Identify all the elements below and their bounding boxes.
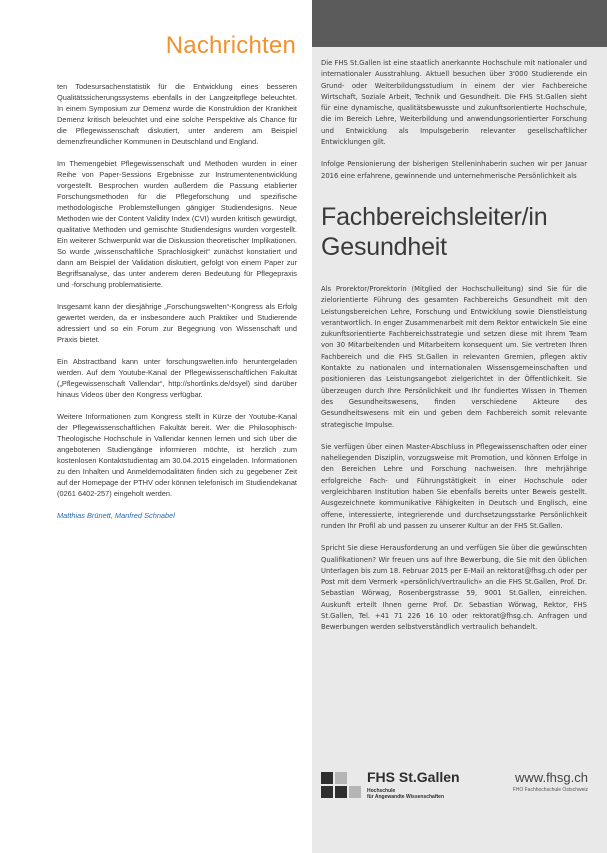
job-title: Fachbereichsleiter/in Gesundheit xyxy=(321,202,548,261)
left-article-column xyxy=(57,81,297,521)
logo-squares-icon xyxy=(321,772,363,802)
section-title: Nachrichten xyxy=(165,32,296,59)
article-paragraph: Im Themengebiet Pflegewissenschaft und Methoden wurden in einer Reihe von Paper-Sessions Ergebnisse zur Instrumentenentwicklung vorgestellt. Besprochen wurden außerdem die Passung etablierter Forschungsmethoden für die Pflegeforschung und spezifische methodologische Problemstellungen gängiger Studiendesigns. Neue Methoden wie der Content Validity Index (CVI) wurden kritisch gewürdigt, qualitative Methoden und gemischte Studiendesigns wurden vorgestellt. Ein weiterer Schwerpunkt war die Diskussion theoretischer Implikationen. So wurde „wissenschaftliche Sprachlosigkeit“ zunächst konstatiert und dann am Beispiel der Validation diskutiert, gefolgt von einem Paper zur Begriffsanalyse, das unter anderem deren Bedeutung für Pflegepraxis und -forschung problematisierte. xyxy=(57,159,297,289)
ad-body-paragraph: Sie verfügen über einen Master-Abschluss in Pflegewissenschaften oder einer naheliegenden Disziplin, vorzugsweise mit Promotion, und können Erfolge in den Bereichen Lehre und Forschung nachweisen. Ihre mehrjährige erfolgreiche Fach- und Führungstätigkeit in einer Hochschule oder vergleichbaren Institution haben Sie ebenfalls bereits unter Beweis gestellt. Ausgezeichnete kommunikative Fähigkeiten in Deutsch und Englisch, eine offene, interessierte, integrierende und durchsetzungsstarke Persönlichkeit runden Ihr Profil ab und passen zu unserer Kultur an der FHS St.Gallen. xyxy=(321,442,587,530)
job-ad-column xyxy=(321,58,587,645)
top-dark-bar xyxy=(312,0,607,47)
article-paragraph: Insgesamt kann der diesjährige „Forschungswelten“-Kongress als Erfolg gewertet werden, da er insbesondere auch Praktiker und Studierende adressiert und so ein Forum zur Begegnung von Wissenschaft und Praxis bietet. xyxy=(57,302,297,344)
logo-sub-line: Hochschule xyxy=(367,788,396,794)
article-paragraph: Ein Abstractband kann unter forschungswelten.info heruntergeladen werden. Auf dem Youtube-Kanal der Pflegewissenschaftlichen Fakultät („Pflegewissenschaft Vallendar“, http://shortlinks.de/dsyel) sind darüber hinaus Videos über den Kongress verfügbar. xyxy=(57,357,297,399)
logo-name: FHS St.Gallen xyxy=(367,769,460,785)
ad-body-paragraph: Spricht Sie diese Herausforderung an und verfügen Sie über die gewünschten Qualifikationen? Wir freuen uns auf Ihre Bewerbung, die Sie mit den üblichen Unterlagen bis zum 18. Februar 2015 per E-Mail an rektorat@fhsg.ch oder per Post mit dem Vermerk «persönlich/vertraulich» an die FHS St.Gallen, Prof. Dr. Sebastian Wörwag, Rosenbergstrasse 59, 9001 St.Gallen, einreichen. Auskunft erteilt Ihnen gerne Prof. Dr. Sebastian Wörwag, Rektor, FHS St.Gallen, Tel. +41 71 226 16 10 oder rektorat@fhsg.ch. Anfragen und Bewerbungen werden selbstverständlich vertraulich behandelt. xyxy=(321,544,587,632)
article-paragraph: ten Todesursachenstatistik für die Entwicklung eines besseren Qualitätssicherungssystems ebenfalls in der Langzeitpflege beleuchtet. In einem Symposium zur Demenz wurde die Konstruktion der Krankheit Demenz kritisch beleuchtet und eine solche Perspektive als Chance für die Pflegewissenschaft diskutiert, unter anderem am Beispiel demenzfreundlicher Kommunen in Deutschland und England. xyxy=(57,82,297,146)
logo-subtitle xyxy=(367,788,444,800)
fhs-logo xyxy=(321,769,461,809)
website-subtitle: FHO Fachhochschule Ostschweiz xyxy=(512,787,588,793)
ad-intro-paragraph: Die FHS St.Gallen ist eine staatlich anerkannte Hochschule mit nationaler und internationaler Ausstrahlung. Aktuell besuchen über 3'000 Studierende ein Grund- oder Weiterbildungsstudium in einem der vier Fachbereiche Wirtschaft, Soziale Arbeit, Technik und Gesundheit. Die FHS St.Gallen sieht für eine dynamische, qualitätsbewusste und zukunftsorientierte Hochschule, die im Bereich Lehre, Weiterbildung und anwendungsorientierter Forschung und Entwicklung als Impulsgeberin relevanter gesellschaftlicher Entwicklungen gilt. xyxy=(321,59,587,147)
logo-sub-line: für Angewandte Wissenschaften xyxy=(367,794,445,800)
article-paragraph: Weitere Informationen zum Kongress stellt in Kürze der Youtube-Kanal der Pflegewissenschaftlichen Fakultät bereit. Wer die Philosophisch-Theologische Hochschule in Vallendar kennen lernen und sich über die angebotenen Studiengänge informieren möchte, ist herzlich zum kostenlosen Kontaktstudientag am 30.04.2015 eingeladen. Informationen zu den Inhalten und Anmeldemodalitäten finden sich zu gegebener Zeit auf der Homepage der PTHV oder können telefonisch im Studiendekanat (0261 6402-257) eingeholt werden. xyxy=(57,412,297,498)
ad-body-paragraph: Als Prorektor/Prorektorin (Mitglied der Hochschulleitung) sind Sie für die zielorientierte Führung des gesamten Fachbereichs Gesundheit mit den Leistungsbereichen Lehre, Forschung und Entwicklung sowie Dienstleistung verantwortlich. In enger Zusammenarbeit mit dem Rektor entwickeln Sie eine zukunftsorientierte Fachbereichsstrategie und setzen diese mit Ihrem Team von 30 Mitarbeitenden und Mitarbeitern konsequent um. Sie vertreten Ihren Fachbereich und die FHS St.Gallen in relevanten Gremien, pflegen aktiv Kontakte zu nationalen und internationalen Wissensgemeinschaften und positionieren das Leistungsangebot zielgerichtet in der Öffentlichkeit. Sie überzeugen durch Ihre Persönlichkeit und Ihr fundiertes Wissen in Themen des Gesundheitswesens, finden verschiedene Akteure des Gesundheitswesens mit ein und geben dem Fachbereich somit relevante strategische Impulse. xyxy=(321,284,587,429)
article-author: Matthias Brünett, Manfred Schnabel xyxy=(57,511,175,520)
ad-intro-paragraph: Infolge Pensionierung der bisherigen Stelleninhaberin suchen wir per Januar 2016 eine erfahrene, gewinnende und unternehmerische Persönlichkeit als xyxy=(321,160,587,180)
website-url[interactable]: www.fhsg.ch xyxy=(515,770,588,785)
